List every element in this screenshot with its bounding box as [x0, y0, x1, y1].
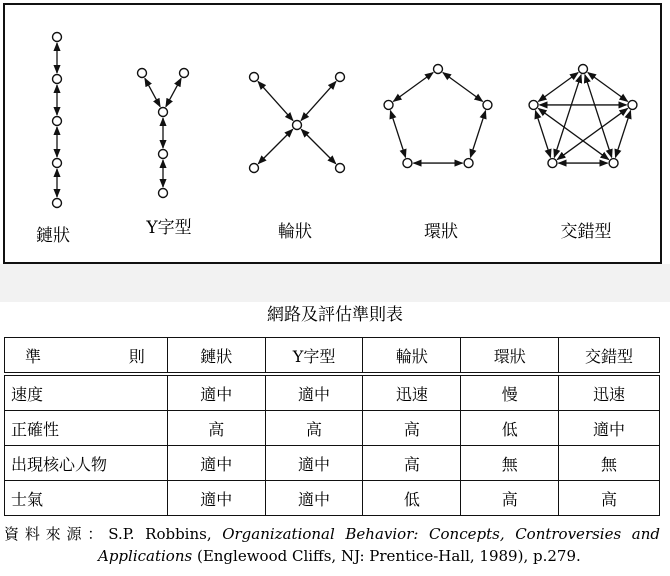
table-row — [5, 446, 660, 481]
source-title-part-2: Applications — [98, 547, 193, 565]
source-suffix: (Englewood Cliffs, NJ: Prentice-Hall, 1989), p.279. — [192, 547, 581, 565]
row-criterion: 士氣 — [5, 481, 168, 516]
y-link-1 — [166, 78, 181, 106]
circle-node-1 — [483, 100, 492, 109]
wheel-node-0 — [293, 121, 302, 130]
table-cell: 迅速 — [559, 374, 660, 411]
header-chain: 鏈狀 — [167, 338, 265, 375]
wheel-node-2 — [336, 73, 345, 82]
table-cell: 適中 — [559, 411, 660, 446]
wheel-node-1 — [250, 73, 259, 82]
header-wheel: 輪狀 — [363, 338, 461, 375]
circle-link-1 — [470, 111, 485, 158]
header-criterion-char-1: 準 — [25, 346, 42, 366]
circle-link-3 — [390, 111, 405, 158]
table-cell: 高 — [363, 411, 461, 446]
table-cell: 適中 — [265, 374, 363, 411]
table-cell: 高 — [167, 411, 265, 446]
table-cell: 適中 — [167, 446, 265, 481]
label-chain: 鏈狀 — [36, 226, 70, 246]
table-header-row — [5, 338, 660, 375]
source-line-1 — [4, 523, 660, 545]
header-all-channel: 交錯型 — [559, 338, 660, 375]
table-cell: 適中 — [265, 446, 363, 481]
all-channel-link-4 — [615, 111, 630, 158]
circle-node-4 — [384, 100, 393, 109]
all-channel-node-2 — [609, 159, 618, 168]
table-row — [5, 374, 660, 411]
row-criterion: 速度 — [5, 374, 168, 411]
circle-node-3 — [403, 159, 412, 168]
wheel-link-1 — [301, 81, 336, 120]
header-circle: 環狀 — [461, 338, 559, 375]
y-node-0 — [138, 69, 147, 78]
chain-node-3 — [53, 159, 62, 168]
table-title: 網路及評估準則表 — [267, 305, 403, 325]
y-node-1 — [180, 69, 189, 78]
table-cell: 適中 — [265, 481, 363, 516]
row-criterion: 出現核心人物 — [5, 446, 168, 481]
all-channel-link-0 — [588, 73, 628, 102]
y-link-0 — [145, 78, 160, 106]
table-cell: 適中 — [167, 374, 265, 411]
table-cell: 慢 — [461, 374, 559, 411]
source-title-part-1: Organizational Behavior: Concepts, Controversies and — [222, 525, 660, 543]
table-cell: 無 — [559, 446, 660, 481]
table-row — [5, 481, 660, 516]
table-cell: 低 — [461, 411, 559, 446]
y-node-3 — [159, 150, 168, 159]
circle-node-2 — [464, 159, 473, 168]
header-y: Y字型 — [265, 338, 363, 375]
row-criterion: 正確性 — [5, 411, 168, 446]
all-channel-link-9 — [535, 111, 550, 158]
all-channel-link-3 — [538, 73, 578, 102]
circle-link-0 — [443, 73, 483, 102]
header-criterion-char-2: 則 — [128, 346, 145, 366]
table-cell: 高 — [461, 481, 559, 516]
wheel-link-0 — [258, 81, 293, 120]
label-circle: 環狀 — [424, 222, 458, 242]
table-cell: 適中 — [167, 481, 265, 516]
label-wheel: 輪狀 — [278, 222, 312, 242]
network-diagram-panel — [3, 3, 662, 264]
wheel-link-3 — [301, 129, 336, 164]
source-line-2 — [4, 545, 660, 567]
source-citation — [4, 523, 660, 567]
table-row — [5, 411, 660, 446]
all-channel-node-3 — [548, 159, 557, 168]
source-prefix: 資料來源：S.P. Robbins, — [4, 525, 223, 543]
chain-node-0 — [53, 33, 62, 42]
label-y: Y字型 — [146, 218, 192, 238]
wheel-node-3 — [250, 164, 259, 173]
criteria-table — [4, 337, 660, 516]
table-cell: 高 — [559, 481, 660, 516]
chain-node-1 — [53, 75, 62, 84]
all-channel-node-0 — [579, 65, 588, 74]
y-node-2 — [159, 108, 168, 117]
table-cell: 高 — [265, 411, 363, 446]
chain-node-4 — [53, 199, 62, 208]
wheel-link-2 — [258, 129, 293, 164]
table-cell: 低 — [363, 481, 461, 516]
circle-link-4 — [393, 73, 433, 102]
all-channel-node-1 — [628, 100, 637, 109]
y-node-4 — [159, 189, 168, 198]
chain-node-2 — [53, 117, 62, 126]
all-channel-node-4 — [529, 100, 538, 109]
table-cell: 高 — [363, 446, 461, 481]
header-criterion — [5, 338, 168, 375]
circle-node-0 — [434, 65, 443, 74]
label-all-channel: 交錯型 — [560, 222, 612, 242]
separator-band — [0, 264, 670, 302]
table-cell: 無 — [461, 446, 559, 481]
wheel-node-4 — [336, 164, 345, 173]
table-cell: 迅速 — [363, 374, 461, 411]
